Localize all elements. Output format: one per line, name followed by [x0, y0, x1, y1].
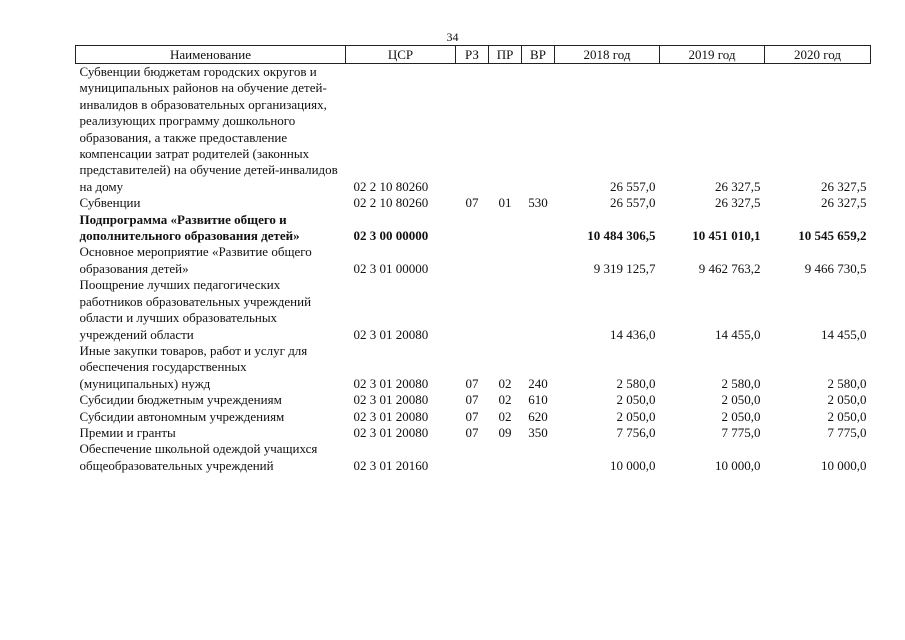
- row-2020: 14 455,0: [821, 326, 867, 342]
- row-2019: 2 050,0: [721, 392, 761, 408]
- row-rz: 07: [465, 424, 479, 440]
- row-name: Субсидии автономным учреждениям: [79, 408, 285, 424]
- row-csr: 02 2 10 80260: [353, 195, 429, 211]
- row-2018: 2 050,0: [616, 392, 656, 408]
- budget-table: [75, 45, 871, 474]
- header-2019: 2019 год: [660, 46, 765, 64]
- header-2020: 2020 год: [765, 46, 871, 64]
- row-pr: [489, 64, 522, 196]
- row-2018: 9 319 125,7: [593, 260, 656, 276]
- row-csr: 02 3 01 20080: [353, 408, 429, 424]
- row-vr: [522, 212, 555, 245]
- row-csr: 02 3 01 00000: [353, 260, 429, 276]
- row-2019: 2 050,0: [721, 408, 761, 424]
- row-pr: [489, 441, 522, 474]
- row-2018: 26 557,0: [610, 195, 656, 211]
- row-name: Поощрение лучших педагогических работников образовательных учреждений области и лучших образовательных учреждений области: [79, 277, 312, 342]
- row-2020: 2 580,0: [827, 375, 867, 391]
- row-2020: 2 050,0: [827, 392, 867, 408]
- row-name: Основное мероприятие «Развитие общего образования детей»: [79, 244, 312, 276]
- row-pr: [489, 277, 522, 343]
- header-name: Наименование: [76, 46, 346, 64]
- row-rz: 07: [465, 375, 479, 391]
- row-2019: 26 327,5: [715, 195, 761, 211]
- row-2019: 2 580,0: [721, 375, 761, 391]
- row-2019: 10 000,0: [715, 457, 761, 473]
- row-vr: [522, 244, 555, 277]
- row-2018: 7 756,0: [616, 424, 656, 440]
- row-pr: 01: [498, 195, 512, 211]
- row-2020: 10 545 659,2: [798, 228, 867, 244]
- row-2020: 9 466 730,5: [804, 260, 867, 276]
- table-row: [76, 441, 871, 474]
- row-rz: [456, 64, 489, 196]
- row-vr: 610: [528, 392, 548, 408]
- row-pr: 02: [498, 408, 512, 424]
- table-row: [76, 343, 871, 392]
- table-row: [76, 195, 871, 211]
- row-csr: 02 3 01 20080: [353, 392, 429, 408]
- page-number: 34: [446, 30, 459, 44]
- row-vr: [522, 277, 555, 343]
- row-csr: 02 3 01 20080: [353, 375, 429, 391]
- row-2019: 7 775,0: [721, 424, 761, 440]
- row-vr: 620: [528, 408, 548, 424]
- table-row: [76, 425, 871, 441]
- row-2019: 10 451 010,1: [692, 228, 761, 244]
- row-csr: 02 3 01 20160: [353, 457, 429, 473]
- row-name: Иные закупки товаров, работ и услуг для обеспечения государственных (муниципальных) нужд: [79, 342, 308, 391]
- row-vr: 350: [528, 424, 548, 440]
- row-2018: 10 000,0: [610, 457, 656, 473]
- row-csr: 02 3 00 00000: [353, 228, 429, 244]
- row-2020: 2 050,0: [827, 408, 867, 424]
- row-rz: 07: [465, 195, 479, 211]
- header-2018: 2018 год: [555, 46, 660, 64]
- row-2018: 14 436,0: [610, 326, 656, 342]
- row-pr: 09: [498, 424, 512, 440]
- row-pr: [489, 244, 522, 277]
- row-rz: [456, 441, 489, 474]
- row-rz: [456, 244, 489, 277]
- table-row: [76, 212, 871, 245]
- row-2018: 10 484 306,5: [587, 228, 656, 244]
- row-csr: 02 2 10 80260: [353, 178, 429, 194]
- table-body: [76, 64, 871, 475]
- row-name: Премии и гранты: [79, 424, 176, 440]
- table-row: [76, 277, 871, 343]
- row-rz: 07: [465, 392, 479, 408]
- row-2019: 26 327,5: [715, 178, 761, 194]
- row-name: Подпрограмма «Развитие общего и дополнительного образования детей»: [79, 211, 300, 244]
- header-rz: РЗ: [456, 46, 489, 64]
- header-pr: ПР: [489, 46, 522, 64]
- row-2018: 2 050,0: [616, 408, 656, 424]
- row-vr: [522, 441, 555, 474]
- row-2019: 9 462 763,2: [698, 260, 761, 276]
- row-rz: 07: [465, 408, 479, 424]
- table-header: [76, 46, 871, 64]
- table-row: [76, 64, 871, 196]
- row-name: Субсидии бюджетным учреждениям: [79, 392, 282, 408]
- header-vr: ВР: [522, 46, 555, 64]
- row-name: Обеспечение школьной одеждой учащихся общеобразовательных учреждений: [79, 441, 318, 473]
- row-pr: [489, 212, 522, 245]
- table-row: [76, 392, 871, 408]
- row-2019: 14 455,0: [715, 326, 761, 342]
- table-row: [76, 409, 871, 425]
- row-vr: 240: [528, 375, 548, 391]
- row-pr: 02: [498, 392, 512, 408]
- row-vr: 530: [528, 195, 548, 211]
- row-name: Субвенции бюджетам городских округов и муниципальных районов на обучение детей-инвалидов в образовательных организациях, реализующих программу дошкольного образования, а также предоставление компенсации затрат родителей (законных представителей) на обучение детей-инвалидов на дому: [79, 64, 338, 194]
- row-rz: [456, 277, 489, 343]
- row-2020: 26 327,5: [821, 178, 867, 194]
- row-2018: 2 580,0: [616, 375, 656, 391]
- row-csr: 02 3 01 20080: [353, 424, 429, 440]
- row-2020: 10 000,0: [821, 457, 867, 473]
- table-row: [76, 244, 871, 277]
- header-csr: ЦСР: [346, 46, 456, 64]
- row-pr: 02: [498, 375, 512, 391]
- row-2020: 7 775,0: [827, 424, 867, 440]
- header-row: [76, 46, 871, 64]
- row-csr: 02 3 01 20080: [353, 326, 429, 342]
- row-rz: [456, 212, 489, 245]
- row-name: Субвенции: [79, 195, 141, 211]
- row-2018: 26 557,0: [610, 178, 656, 194]
- row-2020: 26 327,5: [821, 195, 867, 211]
- row-vr: [522, 64, 555, 196]
